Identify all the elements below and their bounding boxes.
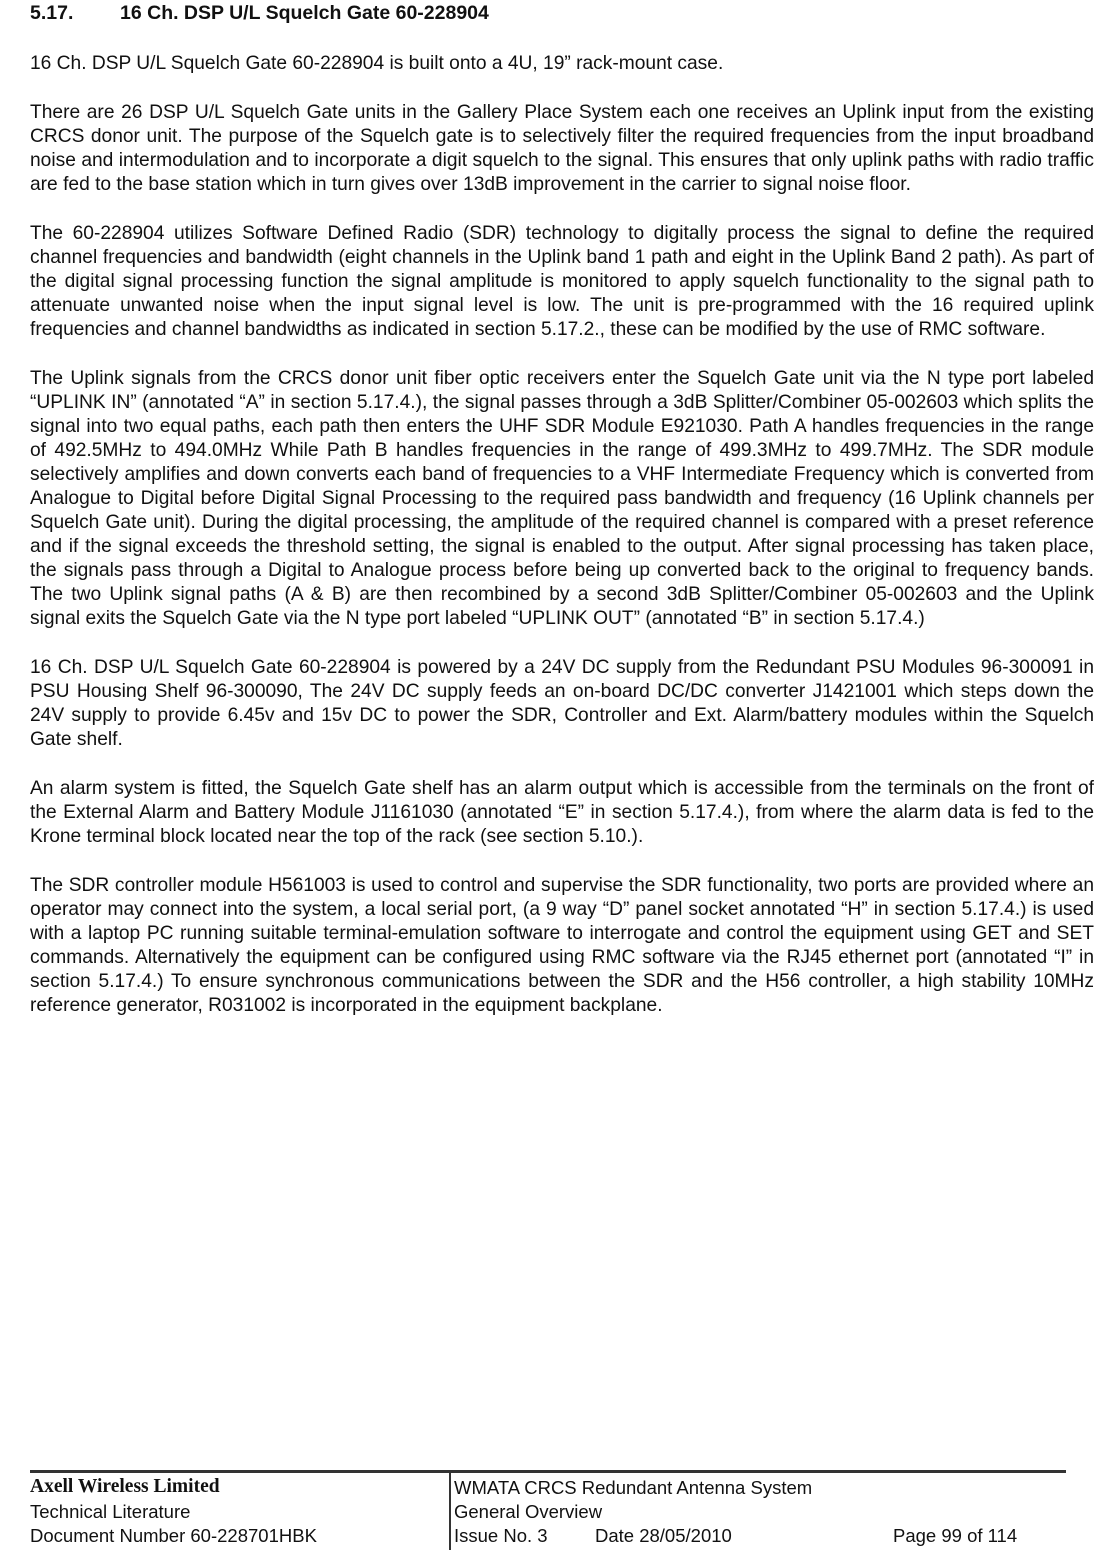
paragraph-purpose: There are 26 DSP U/L Squelch Gate units in the Gallery Place System each one receives an Uplink input from the existing CRCS donor unit. The purpose of the Squelch gate is to selectively filter the required frequencies from the input broadband noise and intermodulation and to incorporate a digit squelch to the signal. This ensures that only uplink paths with radio traffic are fed to the base station which in turn gives over 13dB improvement in the carrier to signal noise floor. [30,102,1094,195]
paragraph-sdr-technology: The 60-228904 utilizes Software Defined Radio (SDR) technology to digitally process the signal to define the required channel frequencies and bandwidth (eight channels in the Uplink band 1 path and eight in the Uplink Band 2 path). As part of the digital signal processing function the signal amplitude is monitored to apply squelch functionality to the signal path to attenuate unwanted noise when the input signal level is low. The unit is pre-programmed with the 16 required uplink frequencies and channel bandwidths as indicated in section 5.17.2., these can be modified by the use of RMC software. [30,223,1094,340]
footer-literature: Technical Literature [30,1501,191,1522]
paragraph-intro: 16 Ch. DSP U/L Squelch Gate 60-228904 is built onto a 4U, 19” rack-mount case. [30,53,724,74]
footer-issue: Issue No. 3 [454,1525,548,1546]
footer-company: Axell Wireless Limited [30,1476,220,1497]
footer-doc-number: Document Number 60-228701HBK [30,1525,317,1546]
paragraph-alarm: An alarm system is fitted, the Squelch Gate shelf has an alarm output which is accessible from the terminals on the front of the External Alarm and Battery Module J1161030 (annotated “E” in section 5.17.4.), from where the alarm data is fed to the Krone terminal block located near the top of the rack (see section 5.10.). [30,778,1094,847]
section-title: 16 Ch. DSP U/L Squelch Gate 60-228904 [120,2,489,24]
footer-rule [30,1470,1066,1473]
paragraph-power: 16 Ch. DSP U/L Squelch Gate 60-228904 is powered by a 24V DC supply from the Redundant PSU Modules 96-300091 in PSU Housing Shelf 96-300090, The 24V DC supply feeds an on-board DC/DC converter J1421001 which steps down the 24V supply to provide 6.45v and 15v DC to power the SDR, Controller and Ext. Alarm/battery modules within the Squelch Gate shelf. [30,657,1094,750]
section-heading [30,2,489,25]
footer-divider [449,1470,451,1550]
footer-date: Date 28/05/2010 [595,1525,732,1546]
footer-overview: General Overview [454,1501,603,1522]
section-number: 5.17. [30,2,74,24]
footer-system: WMATA CRCS Redundant Antenna System [454,1477,813,1498]
paragraph-signal-path: The Uplink signals from the CRCS donor unit fiber optic receivers enter the Squelch Gate unit via the N type port labeled “UPLINK IN” (annotated “A” in section 5.17.4.), the signal passes through a 3dB Splitter/Combiner 05-002603 which splits the signal into two equal paths, each path then enters the UHF SDR Module E921030. Path A handles frequencies in the range of 492.5MHz to 494.0MHz While Path B handles frequencies in the range of 499.3MHz to 499.7MHz. The SDR module selectively amplifies and down converts each band of frequencies to a VHF Intermediate Frequency which is converted from Analogue to Digital before Digital Signal Processing to the required pass bandwidth and frequency (16 Uplink channels per Squelch Gate unit). During the digital processing, the amplitude of the required channel is compared with a preset reference and if the signal exceeds the threshold setting, the signal is enabled to the output. After signal processing has taken place, the signals pass through a Digital to Analogue process before being up converted back to the original to frequency bands. The two Uplink signal paths (A & B) are then recombined by a second 3dB Splitter/Combiner 05-002603 and the Uplink signal exits the Squelch Gate via the N type port labeled “UPLINK OUT” (annotated “B” in section 5.17.4.) [30,368,1094,629]
body-text [30,52,1094,1043]
paragraph-controller: The SDR controller module H561003 is used to control and supervise the SDR functionality, two ports are provided where an operator may connect into the system, a local serial port, (a 9 way “D” panel socket annotated “H” in section 5.17.4.) is used with a laptop PC running suitable terminal-emulation software to interrogate and control the equipment using GET and SET commands. Alternatively the equipment can be configured using RMC software via the RJ45 ethernet port (annotated “I” in section 5.17.4.) To ensure synchronous communications between the SDR and the H56 controller, a high stability 10MHz reference generator, R031002 is incorporated in the equipment backplane. [30,875,1094,1016]
page-footer [30,1470,1066,1552]
footer-page-number: Page 99 of 114 [893,1525,1018,1546]
